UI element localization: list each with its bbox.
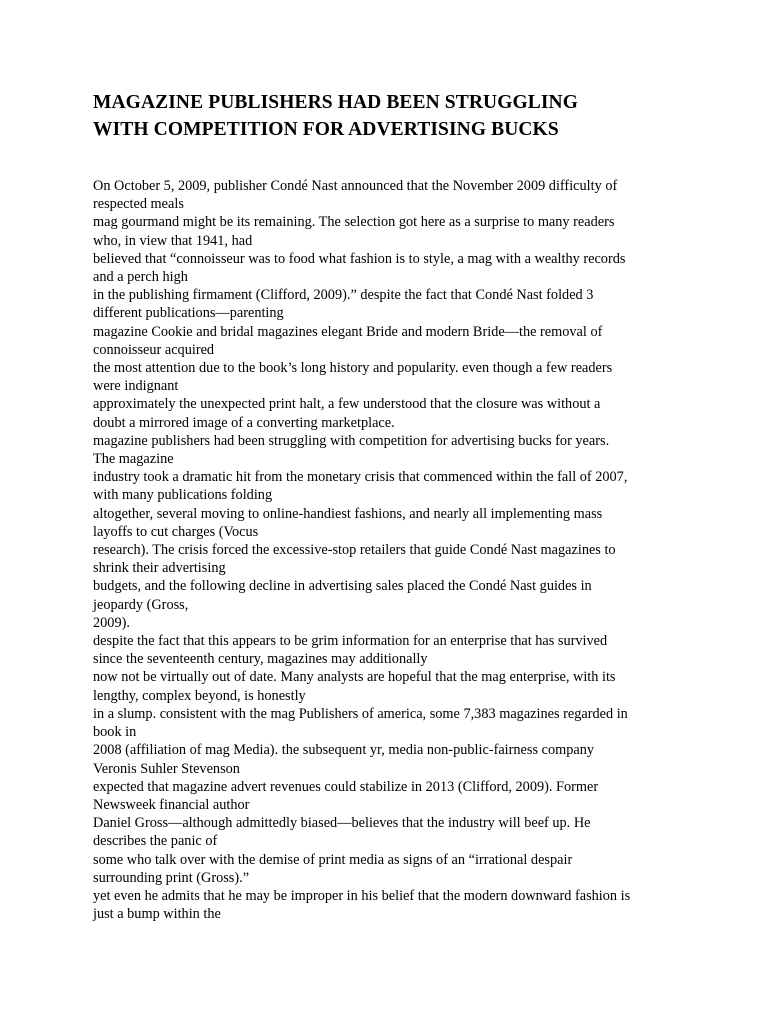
body-text-line: yet even he admits that he may be improper in his belief that the modern downward fashion is [93, 887, 631, 904]
body-text-line: in the publishing firmament (Clifford, 2009).” despite the fact that Condé Nast folded 3 [93, 287, 594, 304]
body-text-line: industry took a dramatic hit from the monetary crisis that commenced within the fall of 2007, [93, 469, 628, 486]
body-text-line: 2009). [93, 614, 130, 631]
body-text-line: Daniel Gross—although admittedly biased—believes that the industry will beef up. He [93, 815, 591, 832]
body-text-line: jeopardy (Gross, [93, 596, 189, 613]
body-text-line: Newsweek financial author [93, 796, 250, 813]
title-line: WITH COMPETITION FOR ADVERTISING BUCKS [93, 119, 559, 140]
body-text-line: magazine publishers had been struggling with competition for advertising bucks for years. [93, 432, 610, 449]
body-text-line: despite the fact that this appears to be grim information for an enterprise that has survived [93, 633, 608, 650]
body-text-line: in a slump. consistent with the mag Publishers of america, some 7,383 magazines regarded in [93, 705, 628, 722]
body-text-line: just a bump within the [93, 906, 221, 923]
article-body [93, 177, 733, 923]
body-text-line: respected meals [93, 196, 184, 213]
body-text-line: research). The crisis forced the excessive-stop retailers that guide Condé Nast magazines to [93, 542, 616, 559]
body-text-line: different publications—parenting [93, 305, 284, 322]
body-text-line: connoisseur acquired [93, 341, 215, 358]
body-text-line: mag gourmand might be its remaining. The selection got here as a surprise to many readers [93, 214, 615, 231]
body-text-line: On October 5, 2009, publisher Condé Nast announced that the November 2009 difficulty of [93, 178, 618, 194]
body-text-line: surrounding print (Gross).” [93, 869, 250, 886]
title-line: MAGAZINE PUBLISHERS HAD BEEN STRUGGLING [93, 92, 578, 113]
body-text-line: expected that magazine advert revenues could stabilize in 2013 (Clifford, 2009). Former [93, 778, 599, 795]
body-text-line: with many publications folding [93, 487, 273, 504]
body-text-line: book in [93, 724, 137, 741]
body-text-line: describes the panic of [93, 833, 218, 850]
body-text-line: some who talk over with the demise of print media as signs of an “irrational despair [93, 851, 573, 868]
body-text-line: magazine Cookie and bridal magazines elegant Bride and modern Bride—the removal of [93, 323, 603, 340]
body-text-line: altogether, several moving to online-handiest fashions, and nearly all implementing mass [93, 505, 603, 522]
body-text-line: budgets, and the following decline in advertising sales placed the Condé Nast guides in [93, 578, 592, 595]
body-text-line: doubt a mirrored image of a converting marketplace. [93, 414, 395, 431]
body-text-line: since the seventeenth century, magazines may additionally [93, 651, 428, 668]
body-text-line: were indignant [93, 378, 179, 395]
body-text-line: The magazine [93, 451, 174, 468]
body-text-line: shrink their advertising [93, 560, 226, 577]
body-text-line: the most attention due to the book’s long history and popularity. even though a few readers [93, 360, 613, 377]
body-text-line: now not be virtually out of date. Many analysts are hopeful that the mag enterprise, with its [93, 669, 616, 686]
article-title [93, 89, 733, 143]
body-text-line: Veronis Suhler Stevenson [93, 760, 240, 777]
body-text-line: who, in view that 1941, had [93, 232, 253, 249]
body-text-line: approximately the unexpected print halt, a few understood that the closure was without a [93, 396, 601, 413]
body-text-line: and a perch high [93, 269, 188, 286]
body-text-line: lengthy, complex beyond, is honestly [93, 687, 306, 704]
body-text-line: believed that “connoisseur was to food what fashion is to style, a mag with a wealthy records [93, 250, 626, 267]
body-text-line: 2008 (affiliation of mag Media). the subsequent yr, media non-public-fairness company [93, 742, 595, 759]
body-text-line: layoffs to cut charges (Vocus [93, 523, 259, 540]
